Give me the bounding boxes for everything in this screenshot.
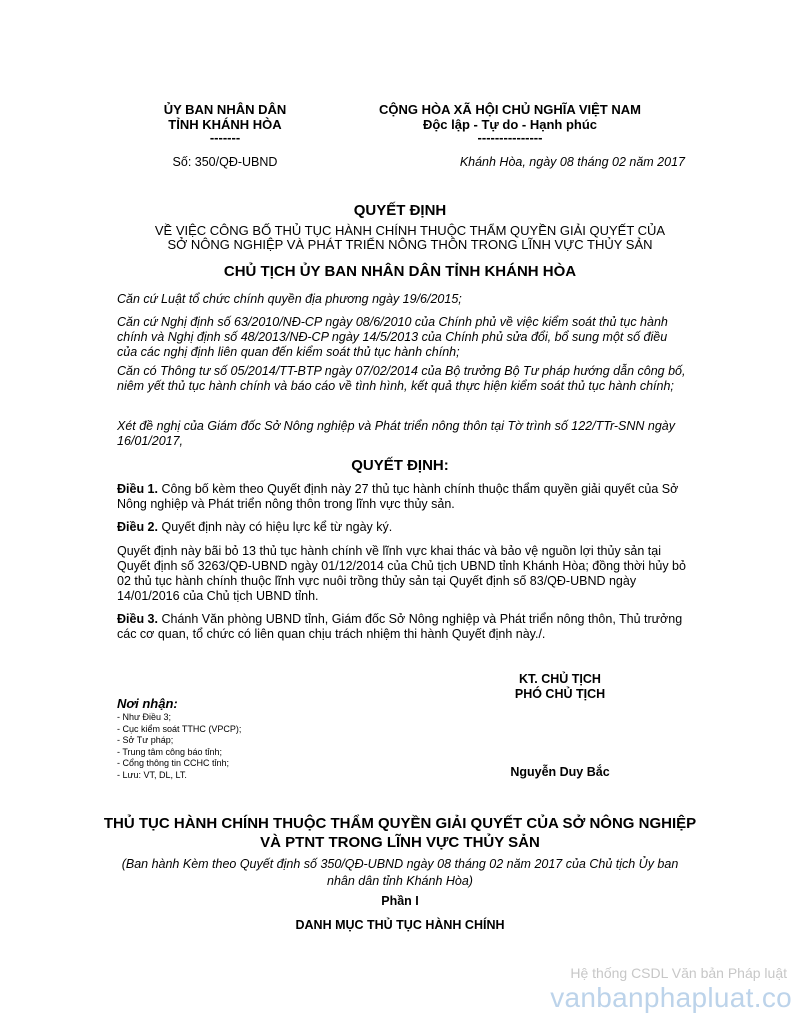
- article-3: [117, 612, 687, 642]
- decision-subject: VỀ VIỆC CÔNG BỐ THỦ TỤC HÀNH CHÍNH THUỘC THẨM QUYỀN GIẢI QUYẾT CỦA SỞ NÔNG NGHIỆP VÀ PHÁT TRIỂN NÔNG THÔN TRONG LĨNH VỰC THỦY SẢN: [154, 223, 666, 252]
- part-label: Phần I: [381, 894, 419, 908]
- annex-title: THỦ TỤC HÀNH CHÍNH THUỘC THẨM QUYỀN GIẢI QUYẾT CỦA SỞ NÔNG NGHIỆP VÀ PTNT TRONG LĨNH VỰC THỦY SẢN: [103, 815, 697, 851]
- watermark-site: vanbanphapluat.co: [550, 982, 792, 1013]
- article-1-text: Công bố kèm theo Quyết định này 27 thủ tục hành chính thuộc thẩm quyền giải quyết của Sở Nông nghiệp và Phát triển nông thôn trong lĩnh vực thủy sản.: [117, 482, 679, 511]
- decides-heading: QUYẾT ĐỊNH:: [351, 457, 449, 474]
- recipient-item: - Trung tâm công báo tỉnh;: [117, 746, 223, 757]
- recipient-item: - Cổng thông tin CCHC tỉnh;: [117, 758, 230, 769]
- issuer-title: CHỦ TỊCH ỦY BAN NHÂN DÂN TỈNH KHÁNH HÒA: [223, 263, 577, 280]
- motto: Độc lập - Tự do - Hạnh phúc: [422, 117, 598, 132]
- authority-line-1: ỦY BAN NHÂN DÂN: [163, 102, 287, 117]
- signature-line-2: PHÓ CHỦ TỊCH: [514, 687, 606, 701]
- article-2-label: Điều 2.: [117, 520, 158, 534]
- part-title: DANH MỤC THỦ TỤC HÀNH CHÍNH: [295, 918, 505, 932]
- article-2-text: Quyết định này có hiệu lực kể từ ngày ký.: [158, 520, 393, 534]
- authority-dashes: -------: [209, 130, 241, 145]
- recipients-title: Nơi nhận:: [117, 696, 178, 711]
- basis-paragraph-1: Căn cứ Luật tổ chức chính quyền địa phương ngày 19/6/2015;: [117, 292, 462, 306]
- article-1: [117, 482, 687, 512]
- article-3-label: Điều 3.: [117, 612, 158, 626]
- recipients-list: [117, 712, 241, 782]
- basis-paragraph-3: Căn có Thông tư số 05/2014/TT-BTP ngày 07/02/2014 của Bộ trưởng Bộ Tư pháp hướng dẫn công bố, niêm yết thủ tục hành chính và báo cáo về tình hình, kết quả thực hiện kiểm soát thủ tục hành chính;: [117, 364, 686, 393]
- recipient-item: - Như Điều 3;: [117, 712, 172, 722]
- place-and-date: Khánh Hòa, ngày 08 tháng 02 năm 2017: [459, 155, 685, 169]
- recipient-item: - Cục kiểm soát TTHC (VPCP);: [117, 723, 242, 734]
- article-2: [117, 520, 687, 535]
- recipient-item: - Lưu: VT, DL, LT.: [117, 769, 187, 780]
- decision-title: QUYẾT ĐỊNH: [353, 202, 447, 219]
- national-motto: [340, 102, 680, 144]
- recipient-item: - Sở Tư pháp;: [117, 735, 174, 746]
- signer-name: Nguyễn Duy Bắc: [510, 765, 610, 779]
- article-3-text: Chánh Văn phòng UBND tỉnh, Giám đốc Sở Nông nghiệp và Phát triển nông thôn, Thủ trưởng các cơ quan, tổ chức có liên quan chịu trách nhiệm thi hành Quyết định này./.: [117, 612, 683, 641]
- article-2-extra: Quyết định này bãi bỏ 13 thủ tục hành chính về lĩnh vực khai thác và bảo vệ nguồn lợi thủy sản tại Quyết định số 3263/QĐ-UBND ngày 01/12/2014 của Chủ tịch UBND tỉnh Khánh Hòa; đồng thời hủy bỏ 02 thủ tục hành chính thuộc lĩnh vực nuôi trồng thủy sản tại Quyết định số 83/QĐ-UBND ngày 14/01/2016 của Chủ tịch UBND tỉnh.: [117, 544, 686, 603]
- signature-line-1: KT. CHỦ TỊCH: [519, 672, 601, 686]
- country-name: CỘNG HÒA XÃ HỘI CHỦ NGHĨA VIỆT NAM: [379, 102, 641, 117]
- basis-paragraph-4: Xét đề nghị của Giám đốc Sở Nông nghiệp và Phát triển nông thôn tại Tờ trình số 122/TTr-SNN ngày 16/01/2017,: [117, 419, 676, 448]
- watermark-caption: Hệ thống CSDL Văn bản Pháp luật: [570, 965, 787, 981]
- authority-line-2: TỈNH KHÁNH HÒA: [168, 117, 282, 132]
- article-1-label: Điều 1.: [117, 482, 158, 496]
- document-number: Số: 350/QĐ-UBND: [172, 155, 278, 169]
- issuing-authority: [125, 102, 325, 144]
- signature-block: [460, 672, 660, 702]
- motto-dashes: ---------------: [477, 130, 543, 145]
- basis-paragraph-2: Căn cứ Nghị định số 63/2010/NĐ-CP ngày 08/6/2010 của Chính phủ về việc kiểm soát thủ tục hành chính và Nghị định số 48/2013/NĐ-CP ngày 14/5/2013 của Chính phủ sửa đổi, bổ sung một số điều của các nghị định liên quan đến kiểm soát thủ tục hành chính;: [117, 315, 668, 359]
- annex-subtitle: (Ban hành Kèm theo Quyết định số 350/QĐ-UBND ngày 08 tháng 02 năm 2017 của Chủ tịch Ủy ban nhân dân tỉnh Khánh Hòa): [121, 857, 679, 888]
